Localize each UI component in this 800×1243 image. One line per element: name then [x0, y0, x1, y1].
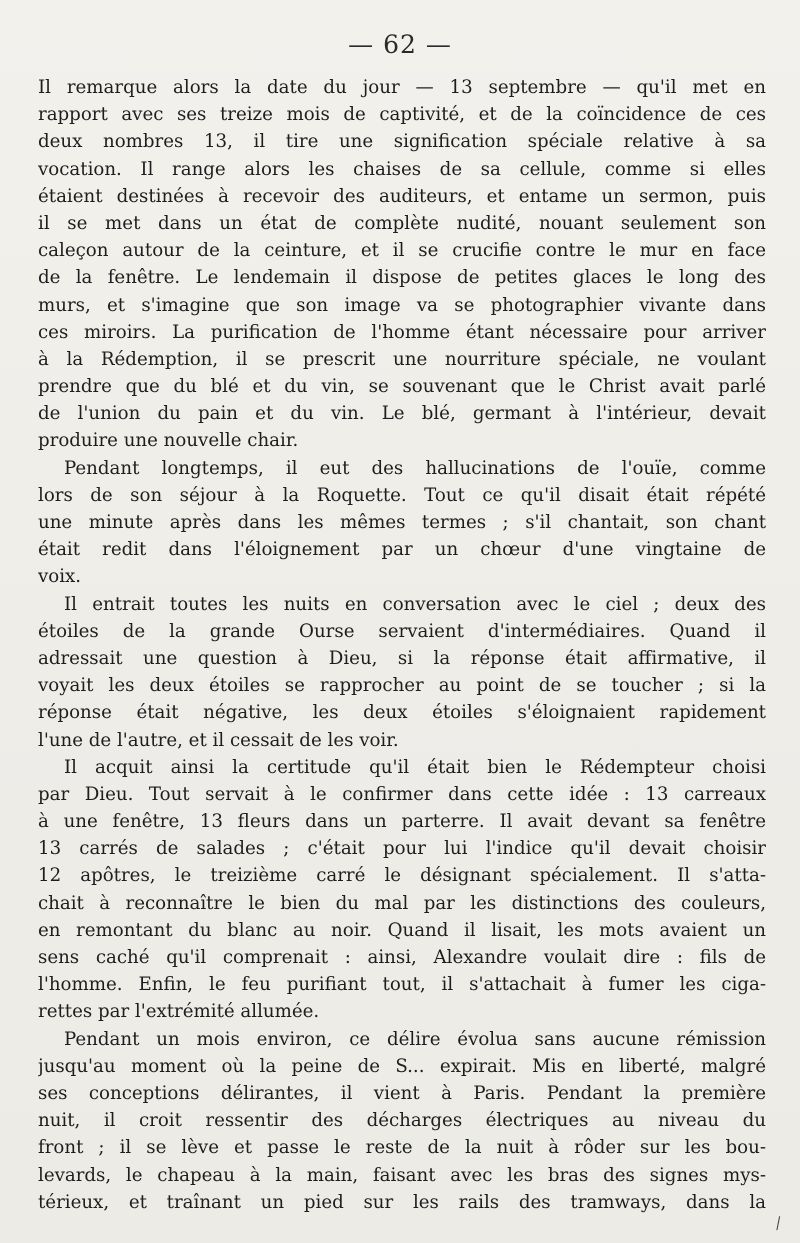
text-line: Pendant longtemps, il eut des hallucinations de l'ouïe, comme	[64, 457, 766, 479]
text-line: front ; il se lève et passe le reste de la nuit à rôder sur les bou-	[38, 1137, 766, 1159]
text-line: voix.	[38, 566, 82, 588]
text-line: de la fenêtre. Le lendemain il dispose de petites glaces le long des	[38, 267, 766, 289]
text-line: Il entrait toutes les nuits en conversation avec le ciel ; deux des	[64, 593, 766, 615]
text-line: lors de son séjour à la Roquette. Tout ce qu'il disait était répété	[38, 484, 766, 506]
text-line: ces miroirs. La purification de l'homme étant nécessaire pour arriver	[38, 321, 766, 343]
text-line: l'homme. Enfin, le feu purifiant tout, il s'attachait à fumer les ciga-	[38, 974, 766, 996]
text-line: Il remarque alors la date du jour — 13 septembre — qu'il met en	[38, 77, 766, 98]
text-line: levards, le chapeau à la main, faisant avec les bras des signes mys-	[38, 1164, 766, 1186]
text-line: par Dieu. Tout servait à le confirmer dans cette idée : 13 carreaux	[38, 783, 766, 805]
text-line: rettes par l'extrémité allumée.	[38, 1001, 320, 1023]
pencil-mark-icon: ⁄	[774, 1214, 784, 1233]
paragraph-2	[38, 455, 766, 591]
paragraph-3	[38, 591, 766, 754]
text-line: était redit dans l'éloignement par un chœur d'une vingtaine de	[38, 539, 766, 561]
text-line: Pendant un mois environ, ce délire évolua sans aucune rémission	[64, 1028, 766, 1050]
text-line: 12 apôtres, le treizième carré le désignant spécialement. Il s'atta-	[38, 865, 766, 887]
paragraph-1	[38, 74, 766, 455]
text-line: deux nombres 13, il tire une signification spéciale relative à sa	[38, 131, 766, 153]
text-line: l'une de l'autre, et il cessait de les voir.	[38, 729, 399, 751]
text-line: produire une nouvelle chair.	[38, 430, 299, 452]
text-line: sens caché qu'il comprenait : ainsi, Alexandre voulait dire : fils de	[38, 947, 766, 968]
text-line: 13 carrés de salades ; c'était pour lui l'indice qu'il devait choisir	[38, 838, 766, 860]
text-line: une minute après dans les mêmes termes ; s'il chantait, son chant	[38, 512, 766, 533]
text-line: caleçon autour de la ceinture, et il se crucifie contre le mur en face	[38, 240, 766, 262]
text-line: jusqu'au moment où la peine de S... expirait. Mis en liberté, malgré	[38, 1055, 766, 1077]
text-line: étoiles de la grande Ourse servaient d'intermédiaires. Quand il	[38, 620, 766, 642]
text-line: térieux, et traînant un pied sur les rails des tramways, dans la	[38, 1191, 766, 1213]
paragraph-5	[38, 1026, 766, 1216]
text-line: de l'union du pain et du vin. Le blé, germant à l'intérieur, devait	[38, 403, 766, 425]
page-number: — 62 —	[348, 30, 452, 59]
paragraph-4	[38, 754, 766, 1026]
text-line: adressait une question à Dieu, si la réponse était affirmative, il	[38, 647, 766, 669]
text-line: vocation. Il range alors les chaises de sa cellule, comme si elles	[38, 158, 766, 180]
text-line: Il acquit ainsi la certitude qu'il était bien le Rédempteur choisi	[64, 756, 766, 778]
text-line: rapport avec ses treize mois de captivité, et de la coïncidence de ces	[38, 104, 766, 126]
text-line: chait à reconnaître le bien du mal par les distinctions des couleurs,	[38, 892, 766, 914]
text-line: prendre que du blé et du vin, se souvenant que le Christ avait parlé	[38, 376, 766, 398]
text-line: réponse était négative, les deux étoiles s'éloignaient rapidement	[38, 702, 766, 724]
text-line: nuit, il croit ressentir des décharges électriques au niveau du	[38, 1110, 766, 1132]
text-line: à la Rédemption, il se prescrit une nourriture spéciale, ne voulant	[38, 348, 766, 370]
body-text	[38, 74, 766, 1216]
text-line: voyait les deux étoiles se rapprocher au point de se toucher ; si la	[38, 675, 766, 697]
text-line: il se met dans un état de complète nudité, nouant seulement son	[38, 212, 766, 234]
text-line: à une fenêtre, 13 fleurs dans un parterre. Il avait devant sa fenêtre	[38, 811, 766, 833]
text-line: en remontant du blanc au noir. Quand il lisait, les mots avaient un	[38, 919, 766, 941]
text-line: murs, et s'imagine que son image va se photographier vivante dans	[38, 294, 766, 316]
text-line: étaient destinées à recevoir des auditeurs, et entame un sermon, puis	[38, 185, 766, 207]
text-line: ses conceptions délirantes, il vient à Paris. Pendant la première	[38, 1082, 766, 1104]
